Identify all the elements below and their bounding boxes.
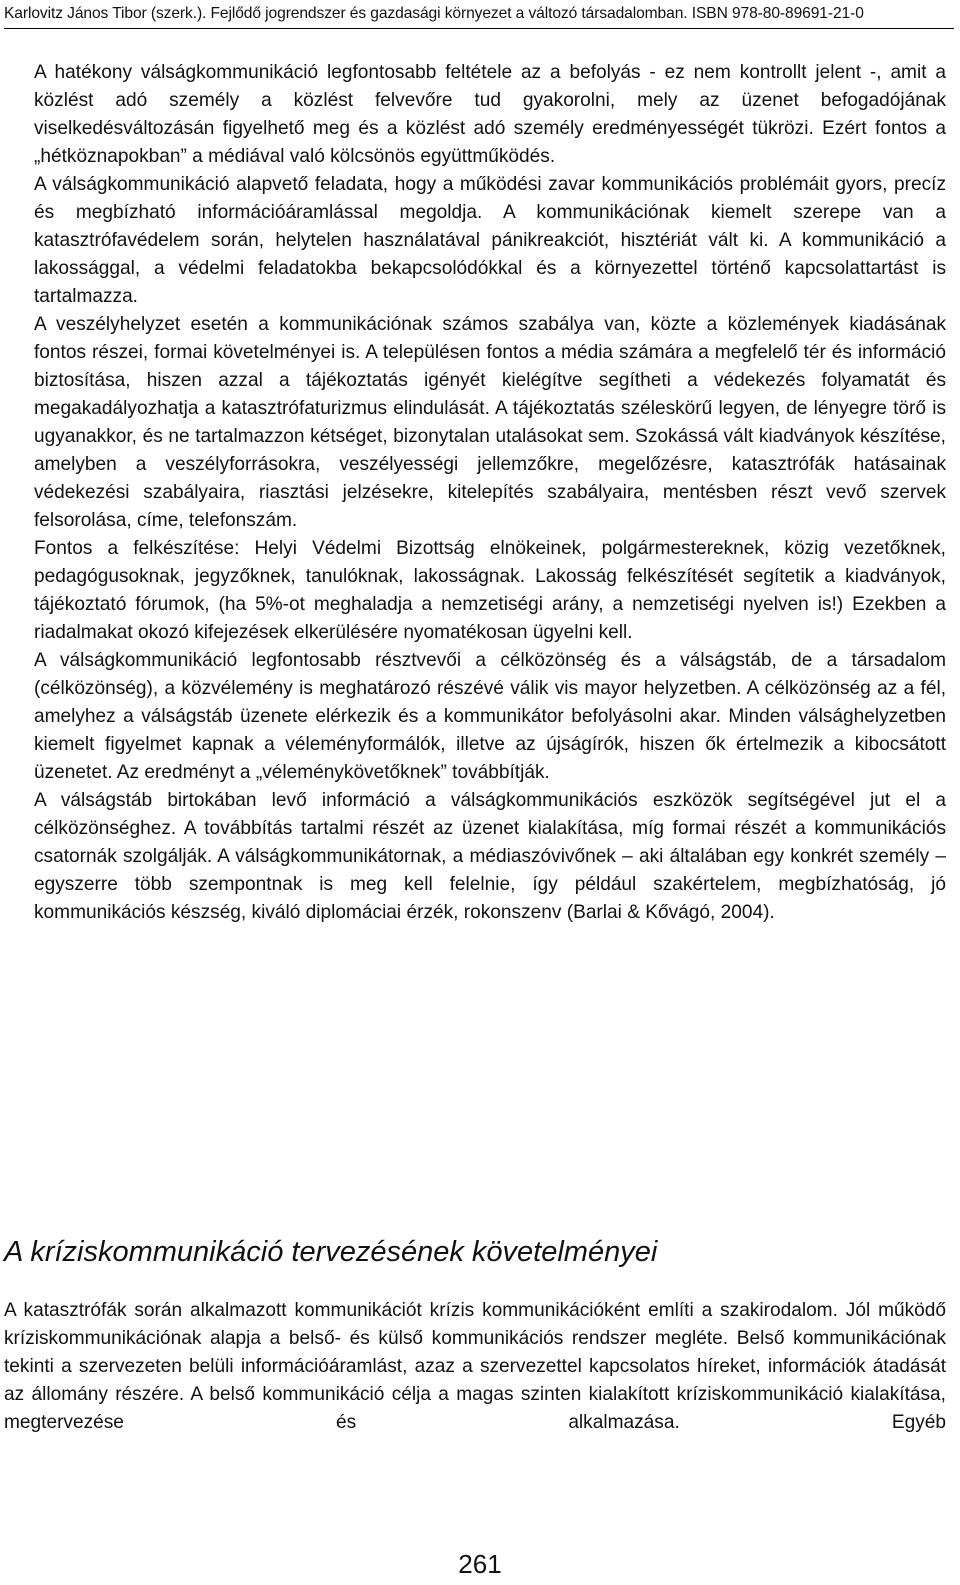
paragraph: A katasztrófák során alkalmazott kommunikációt krízis kommunikációként említi a szakirodalom. Jól működő kríziskommunikációnak alapja a belső- és külső kommunikációs rendszer megléte. Belső kommunikációnak tekinti a szervezeten belüli információáramlást, azaz a szervezettel kapcsolatos híreket, információk átadását az állomány részére. A belső kommunikáció célja a magas szinten kialakított kríziskommunikáció kialakítása, megtervezése és alkalmazása. Egyéb	[4, 1300, 946, 1433]
paragraph: Fontos a felkészítése: Helyi Védelmi Bizottság elnökeinek, polgármestereknek, közig vezetőknek, pedagógusoknak, jegyzőknek, tanulóknak, lakosságnak. Lakosság felkészítését segítetik a kiadványok, tájékoztató fórumok, (ha 5%-ot meghaladja a nemzetiségi arány, a nemzetiségi nyelven is!) Ezekben a riadalmakat okozó kifejezések elkerülésére nyomatékosan ügyelni kell.	[34, 538, 946, 643]
paragraph: A válságkommunikáció legfontosabb résztvevői a célközönség és a válságstáb, de a társadalom (célközönség), a közvélemény is meghatározó részévé válik vis mayor helyzetben. A célközönség az a fél, amelyhez a válságstáb üzenete elérkezik és a kommunikátor befolyásolni akar. Minden válsághelyzetben kiemelt figyelmet kapnak a véleményformálók, illetve az újságírók, hiszen ők értelmezik a kibocsátott üzenetet. Az eredményt a „véleménykövetőknek” továbbítják.	[34, 650, 946, 783]
section-body	[4, 1297, 946, 1437]
running-header: Karlovitz János Tibor (szerk.). Fejlődő jogrendszer és gazdasági környezet a változó társadalomban. ISBN 978-80-89691-21-0	[4, 4, 954, 29]
paragraph: A hatékony válságkommunikáció legfontosabb feltétele az a befolyás - ez nem kontrollt jelent -, amit a közlést adó személy a közlést felvevőre tud gyakorolni, mely az üzenet befogadójának viselkedésváltozásán figyelhető meg és a közlést adó személy eredményességét tükrözi. Ezért fontos a „hétköznapokban” a médiával való kölcsönös együttműködés.	[34, 62, 946, 167]
body-text	[34, 59, 946, 927]
paragraph: A válságkommunikáció alapvető feladata, hogy a működési zavar kommunikációs problémáit gyors, precíz és megbízható információáramlással megoldja. A kommunikációnak kiemelt szerepe van a katasztrófavédelem során, helytelen használatával pánikreakciót, hisztériát vált ki. A kommunikáció a lakossággal, a védelmi feladatokba bekapcsolódókkal és a környezettel történő kapcsolattartást is tartalmazza.	[34, 174, 946, 307]
paragraph: A veszélyhelyzet esetén a kommunikációnak számos szabálya van, közte a közlemények kiadásának fontos részei, formai követelményei is. A településen fontos a média számára a megfelelő tér és információ biztosítása, hiszen azzal a tájékoztatás igényét kielégítve segítheti a védekezés folyamatát és megakadályozhatja a katasztrófaturizmus elindulását. A tájékoztatás széleskörű legyen, de lényegre törő is ugyanakkor, és ne tartalmazzon kétséget, bizonytalan utalásokat sem. Szokássá vált kiadványok készítése, amelyben a veszélyforrásokra, veszélyességi jellemzőkre, megelőzésre, katasztrófák hatásainak védekezési szabályaira, riasztási jelzésekre, kitelepítés szabályaira, mentésben részt vevő szervek felsorolása, címe, telefonszám.	[34, 314, 946, 531]
page-number: 261	[458, 1549, 502, 1579]
paragraph: A válságstáb birtokában levő információ a válságkommunikációs eszközök segítségével jut el a célközönséghez. A továbbítás tartalmi részét az üzenet kialakítása, míg formai részét a kommunikációs csatornák szolgálják. A válságkommunikátornak, a médiaszóvivőnek – aki általában egy konkrét személy – egyszerre több szempontnak is meg kell felelnie, így például szakértelem, megbízhatóság, jó kommunikációs készség, kiváló diplomáciai érzék, rokonszenv (Barlai & Kővágó, 2004).	[34, 790, 946, 923]
section-heading: A kríziskommunikáció tervezésének követelményei	[4, 1236, 658, 1268]
